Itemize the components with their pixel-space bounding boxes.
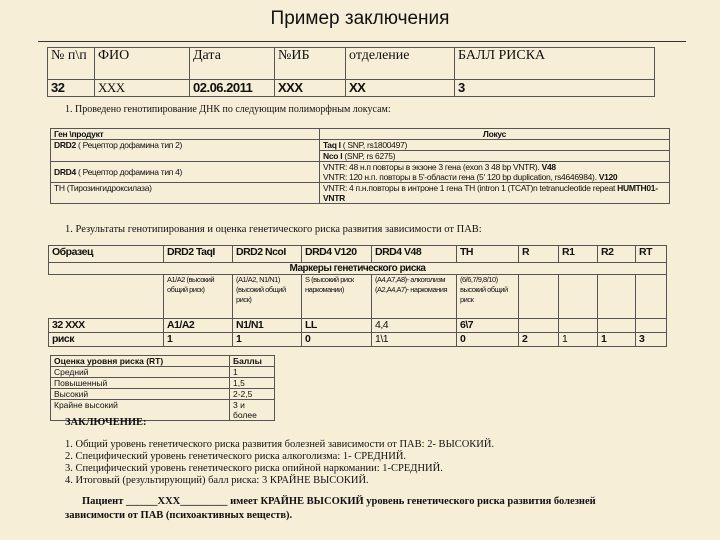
table-row xyxy=(48,80,655,97)
gene-cell xyxy=(51,140,320,162)
cell: Высокий xyxy=(51,389,230,400)
cell: Средний xyxy=(51,367,230,378)
table-header-row xyxy=(49,246,667,263)
header-cell: ФИО xyxy=(95,48,190,80)
table-header-row xyxy=(48,48,655,80)
header-cell: отделение xyxy=(346,48,455,80)
conclusion-item: 4. Итоговый (результирующий) балл риска: 3 КРАЙНЕ ВЫСОКИЙ. xyxy=(65,475,369,486)
cell: 6\7 xyxy=(457,319,519,333)
cell: A1/A2 xyxy=(164,319,233,333)
locus-desc: VNTR: 4 п.н.повторы в интроне 1 гена TH (intron 1 (TCAT)n tetranucleotide repeat xyxy=(323,183,618,193)
cell xyxy=(598,275,636,319)
patient-table xyxy=(47,47,655,97)
locus-name: Taq I xyxy=(323,140,341,150)
patient-summary-line-2: зависимости от ПАВ (психоактивных веществ). xyxy=(65,510,293,521)
cell: XXX xyxy=(275,80,346,97)
conclusion-item: 2. Специфический уровень генетического риска алкоголизма: 1- СРЕДНИЙ. xyxy=(65,451,407,462)
header-cell: № п\п xyxy=(48,48,95,80)
conclusion-item: 1. Общий уровень генетического риска развития болезней зависимости от ПАВ: 2- ВЫСОКИЙ. xyxy=(65,439,495,450)
header-cell: R2 xyxy=(598,246,636,263)
header-cell: RT xyxy=(636,246,667,263)
table-row xyxy=(51,367,275,378)
table-header-row xyxy=(51,356,275,367)
header-cell: №ИБ xyxy=(275,48,346,80)
locus-cell xyxy=(320,183,670,204)
cell: 3 xyxy=(455,80,655,97)
markers-title: Маркеры генетического риска xyxy=(49,263,667,275)
locus-desc: (SNP, rs 6275) xyxy=(342,151,396,161)
table-row xyxy=(49,333,667,347)
conclusion-item: 3. Специфический уровень генетического риска опийной наркомании: 1-СРЕДНИЙ. xyxy=(65,463,443,474)
cell: XXX xyxy=(95,80,190,97)
header-cell: DRD4 V48 xyxy=(372,246,457,263)
header-cell: Баллы xyxy=(230,356,275,367)
locus-name: HUMTH01-VNTR xyxy=(323,183,658,203)
cell xyxy=(636,319,667,333)
markers-title-row xyxy=(49,263,667,275)
cell: риск xyxy=(49,333,164,347)
cell: 0 xyxy=(457,333,519,347)
cell: 1\1 xyxy=(372,333,457,347)
gene-cell: TH (Тирозингидроксилаза) xyxy=(51,183,320,204)
locus-name: Nco I xyxy=(323,151,343,161)
cell: LL xyxy=(302,319,372,333)
cell: 1,5 xyxy=(230,378,275,389)
gene-name: DRD2 xyxy=(54,140,76,150)
cell: (A1/A2, N1/N1) (высокий общий риск) xyxy=(233,275,302,319)
header-cell: R xyxy=(519,246,559,263)
table-row xyxy=(51,378,275,389)
cell: (A4,A7,A8)- алкоголизм (A2,A4,A7)- наркомания xyxy=(372,275,457,319)
header-cell: Оценка уровня риска (RT) xyxy=(51,356,230,367)
loci-table xyxy=(50,128,670,204)
header-cell: БАЛЛ РИСКА xyxy=(455,48,655,80)
gene-desc: ( Рецептор дофамина тип 2) xyxy=(75,140,183,150)
header-cell: Образец xyxy=(49,246,164,263)
risk-levels-table xyxy=(50,355,275,421)
table-row xyxy=(51,389,275,400)
header-cell: Дата xyxy=(190,48,275,80)
cell: 0 xyxy=(302,333,372,347)
cell: 3 и более xyxy=(230,400,275,421)
locus-cell xyxy=(320,162,670,183)
section-2-heading: 1. Результаты генотипирования и оценка генетического риска развития зависимости от ПАВ: xyxy=(65,224,482,235)
locus-cell xyxy=(320,151,670,162)
header-cell: DRD4 V120 xyxy=(302,246,372,263)
gene-name: DRD4 xyxy=(54,167,76,177)
cell: 1 xyxy=(233,333,302,347)
cell: 4,4 xyxy=(372,319,457,333)
cell xyxy=(559,319,598,333)
cell: 02.06.2011 xyxy=(190,80,275,97)
markers-row xyxy=(49,275,667,319)
patient-summary-line-1: Пациент ______XXX_________ имеет КРАЙНЕ ВЫСОКИЙ уровень генетического риска развития болезней xyxy=(82,496,596,507)
cell xyxy=(559,275,598,319)
cell: 1 xyxy=(559,333,598,347)
cell: 32 XXX xyxy=(49,319,164,333)
header-cell: Ген \продукт xyxy=(51,129,320,140)
cell: N1/N1 xyxy=(233,319,302,333)
locus-name: V48 xyxy=(539,162,556,172)
locus-desc: VNTR: 48 н.п повторы в экзоне 3 гена (exon 3 48 bp VNTR). xyxy=(323,162,540,172)
header-cell: R1 xyxy=(559,246,598,263)
cell: 3 xyxy=(636,333,667,347)
cell: (6/6,7/9,8/10) высокий общий риск xyxy=(457,275,519,319)
cell: 1 xyxy=(230,367,275,378)
cell: 1 xyxy=(164,333,233,347)
cell: S (высокий риск наркомании) xyxy=(302,275,372,319)
locus-cell xyxy=(320,140,670,151)
results-table xyxy=(48,245,667,347)
table-row xyxy=(49,319,667,333)
cell: XX xyxy=(346,80,455,97)
header-cell: TH xyxy=(457,246,519,263)
cell: A1/A2 (высокий общий риск) xyxy=(164,275,233,319)
cell xyxy=(519,319,559,333)
cell xyxy=(49,275,164,319)
cell: Крайне высокий xyxy=(51,400,230,421)
table-row xyxy=(51,162,670,183)
page-title: Пример заключения xyxy=(270,8,450,29)
cell: 1 xyxy=(598,333,636,347)
cell: 2 xyxy=(519,333,559,347)
table-row xyxy=(51,183,670,204)
cell: 32 xyxy=(48,80,95,97)
conclusion-title: ЗАКЛЮЧЕНИЕ: xyxy=(65,417,147,428)
cell xyxy=(636,275,667,319)
cell xyxy=(519,275,559,319)
title-divider xyxy=(38,41,686,42)
header-cell: DRD2 TaqI xyxy=(164,246,233,263)
section-1-heading: 1. Проведено генотипирование ДНК по следующим полиморфным локусам: xyxy=(65,104,391,115)
locus-desc: VNTR: 120 н.п. повторы в 5'-области гена (5' 120 bp duplication, rs4646984). xyxy=(323,172,597,182)
cell: Повышенный xyxy=(51,378,230,389)
header-cell: DRD2 NcoI xyxy=(233,246,302,263)
cell: 2-2,5 xyxy=(230,389,275,400)
table-header-row xyxy=(51,129,670,140)
gene-cell xyxy=(51,162,320,183)
locus-name: V120 xyxy=(596,172,618,182)
gene-desc: ( Рецептор дофамина тип 4) xyxy=(75,167,183,177)
cell xyxy=(598,319,636,333)
table-row xyxy=(51,140,670,151)
header-cell: Локус xyxy=(320,129,670,140)
locus-desc: ( SNP, rs1800497) xyxy=(340,140,407,150)
